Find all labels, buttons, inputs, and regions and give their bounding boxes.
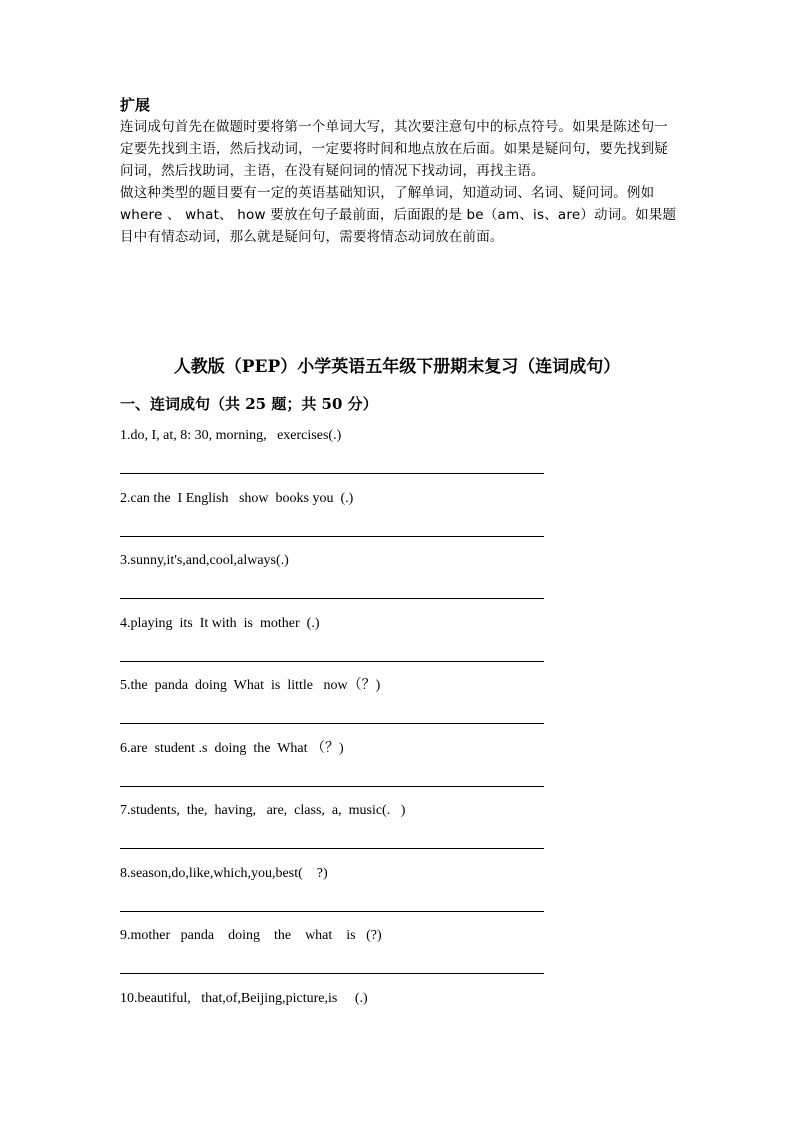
answer-line[interactable]: [120, 598, 544, 599]
question-item: [120, 797, 550, 860]
question-text: 10.beautiful, that,of,Beijing,picture,is (.): [120, 990, 368, 1006]
question-item: [120, 860, 550, 923]
question-item: [120, 922, 550, 985]
question-text: 3.sunny,it's,and,cool,always(.): [120, 553, 289, 568]
question-text: 9.mother panda doing the what is (?): [120, 928, 382, 943]
document-title: 人教版（PEP）小学英语五年级下册期末复习（连词成句）: [173, 357, 621, 377]
answer-line[interactable]: [120, 536, 544, 537]
answer-line[interactable]: [120, 473, 544, 474]
question-item: [120, 422, 550, 485]
question-text: 4.playing its It with is mother (.): [120, 615, 320, 631]
answer-line[interactable]: [120, 723, 544, 724]
question-text: 5.the panda doing What is little now（？): [120, 678, 381, 693]
answer-line[interactable]: [120, 848, 544, 849]
answer-line[interactable]: [120, 973, 544, 974]
question-list: [120, 422, 550, 1047]
intro-paragraph: 连词成句首先在做题时要将第一个单词大写，其次要注意句中的标点符号。如果是陈述句一定要先找到主语，然后找动词，一定要将时间和地点放在后面。如果是疑问句，要先找到疑问词，然后找助词，主语，在没有疑问词的情况下找动词，再找主语。: [120, 119, 668, 179]
intro-paragraph: 做这种类型的题目要有一定的英语基础知识，了解单词，知道动词、名词、疑问词。例如 where 、 what、 how 要放在句子最前面，后面跟的是 be（am、is、are）动词。如果题目中有情态动词，那么就是疑问句，需要将情态动词放在前面。: [120, 185, 677, 245]
question-text: 2.can the I English show books you (.): [120, 490, 354, 506]
answer-line[interactable]: [120, 661, 544, 662]
question-text: 7.students, the, having, are, class, a, music(. ): [120, 803, 406, 818]
question-item: [120, 485, 550, 548]
question-item: [120, 985, 550, 1048]
intro-section: [120, 94, 680, 248]
question-item: [120, 672, 550, 735]
question-text: 1.do, I, at, 8: 30, morning, exercises(.): [120, 428, 342, 443]
answer-line[interactable]: [120, 786, 544, 787]
question-item: [120, 547, 550, 610]
question-item: [120, 735, 550, 798]
question-text: 6.are student .s doing the What （？): [120, 740, 344, 756]
answer-line[interactable]: [120, 911, 544, 912]
question-text: 8.season,do,like,which,you,best( ?): [120, 865, 328, 881]
question-item: [120, 610, 550, 673]
intro-heading: 扩展: [120, 96, 151, 114]
section-title: 一、连词成句（共 25 题；共 50 分）: [120, 395, 378, 413]
